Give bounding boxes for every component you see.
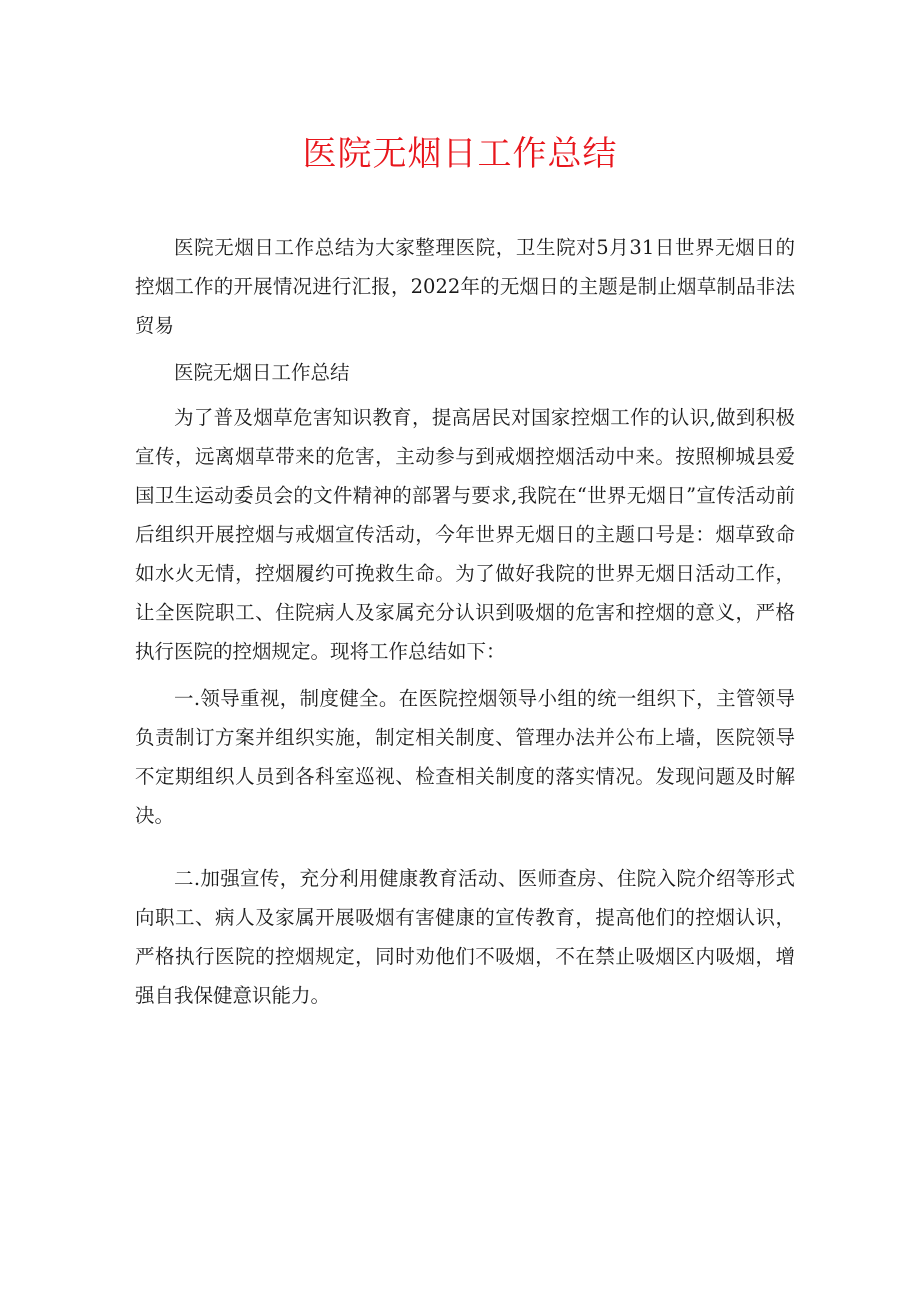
item-one-paragraph: 一.领导重视，制度健全。在医院控烟领导小组的统一组织下，主管领导负责制订方案并组织实施，制定相关制度、管理办法并公布上墙，医院领导不定期组织人员到各科室巡视、检查相关制度的落实情况。发现问题及时解决。 [135, 687, 795, 827]
item-two-paragraph: 二.加强宣传，充分利用健康教育活动、医师查房、住院入院介绍等形式向职工、病人及家属开展吸烟有害健康的宣传教育，提高他们的控烟认识，严格执行医院的控烟规定，同时劝他们不吸烟，不在禁止吸烟区内吸烟，增强自我保健意识能力。 [135, 867, 795, 1007]
body-paragraph: 为了普及烟草危害知识教育，提高居民对国家控烟工作的认识,做到积极宣传，远离烟草带来的危害，主动参与到戒烟控烟活动中来。按照柳城县爱国卫生运动委员会的文件精神的部署与要求,我院在“世界无烟日”宣传活动前后组织开展控烟与戒烟宣传活动，今年世界无烟日的主题口号是：烟草致命如水火无情，控烟履约可挽救生命。为了做好我院的世界无烟日活动工作，让全医院职工、住院病人及家属充分认识到吸烟的危害和控烟的意义，严格执行医院的控烟规定。现将工作总结如下： [135, 406, 795, 663]
document-title: 医院无烟日工作总结 [302, 134, 618, 174]
intro-paragraph: 医院无烟日工作总结为大家整理医院，卫生院对5月31日世界无烟日的控烟工作的开展情况进行汇报，2022年的无烟日的主题是制止烟草制品非法贸易 [135, 236, 795, 337]
document-body [135, 228, 795, 1023]
section-heading: 医院无烟日工作总结 [174, 361, 350, 384]
